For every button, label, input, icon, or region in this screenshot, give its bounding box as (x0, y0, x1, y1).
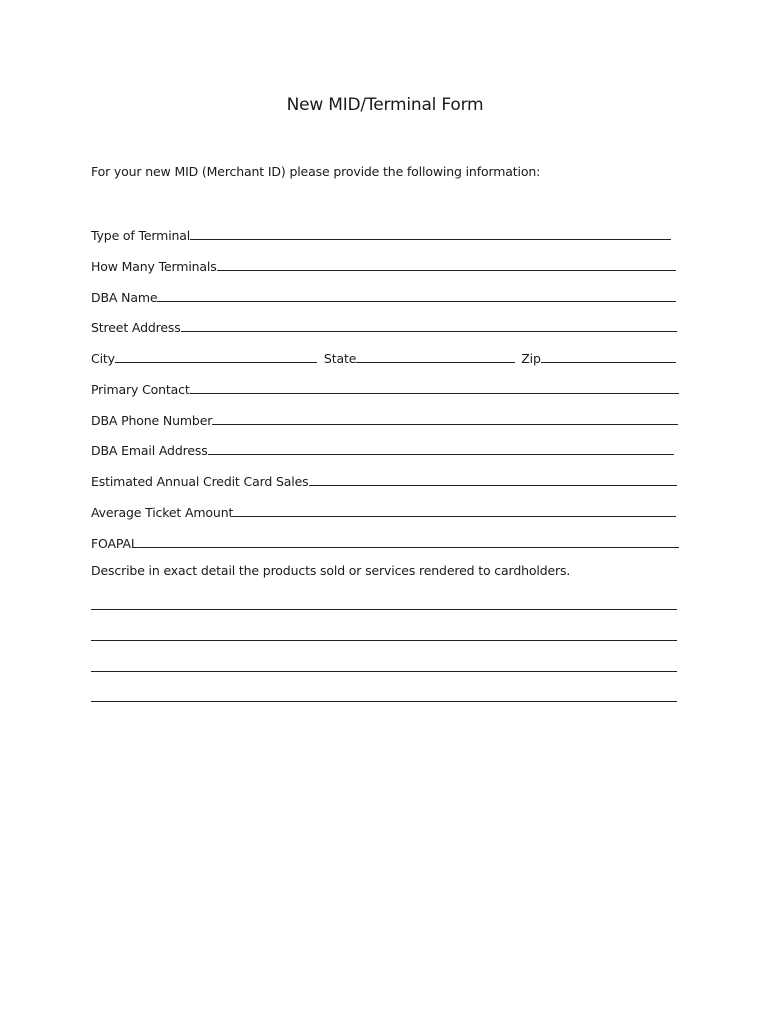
estimated-annual-sales-label: Estimated Annual Credit Card Sales (91, 474, 309, 489)
field-row-dba-email-address (91, 440, 674, 458)
dba-phone-number-field[interactable] (212, 424, 678, 425)
field-row-dba-phone-number (91, 410, 678, 428)
city-field[interactable] (115, 362, 317, 363)
average-ticket-amount-label: Average Ticket Amount (91, 505, 234, 520)
street-address-field[interactable] (181, 331, 677, 332)
dba-email-address-field[interactable] (208, 454, 674, 455)
dba-email-address-label: DBA Email Address (91, 443, 208, 458)
field-row-estimated-annual-sales (91, 471, 677, 489)
how-many-terminals-label: How Many Terminals (91, 259, 217, 274)
foapal-field[interactable] (138, 547, 679, 548)
description-line-1[interactable] (91, 609, 677, 610)
page-title: New MID/Terminal Form (286, 95, 484, 115)
field-row-city-state-zip (91, 348, 676, 366)
how-many-terminals-field[interactable] (217, 270, 676, 271)
foapal-label: FOAPAL (91, 536, 138, 551)
average-ticket-amount-field[interactable] (233, 516, 676, 517)
state-label: State (323, 351, 357, 366)
description-line-3[interactable] (91, 671, 677, 672)
intro-text: For your new MID (Merchant ID) please provide the following information: (91, 164, 541, 179)
field-row-type-of-terminal (91, 225, 671, 243)
dba-phone-number-label: DBA Phone Number (91, 413, 213, 428)
street-address-label: Street Address (91, 320, 181, 335)
dba-name-label: DBA Name (91, 290, 158, 305)
zip-label: Zip (521, 351, 541, 366)
estimated-annual-sales-field[interactable] (309, 485, 677, 486)
field-row-dba-name (91, 287, 676, 305)
description-line-4[interactable] (91, 701, 677, 702)
primary-contact-field[interactable] (190, 393, 679, 394)
field-row-street-address (91, 317, 677, 335)
field-row-average-ticket-amount (91, 502, 676, 520)
description-line-2[interactable] (91, 640, 677, 641)
dba-name-field[interactable] (157, 301, 676, 302)
primary-contact-label: Primary Contact (91, 382, 190, 397)
field-row-primary-contact (91, 379, 679, 397)
city-label: City (91, 351, 115, 366)
type-of-terminal-field[interactable] (190, 239, 671, 240)
describe-prompt: Describe in exact detail the products sold or services rendered to cardholders. (91, 563, 571, 578)
zip-field[interactable] (541, 362, 676, 363)
type-of-terminal-label: Type of Terminal (91, 228, 191, 243)
field-row-foapal (91, 533, 679, 551)
state-field[interactable] (356, 362, 515, 363)
field-row-how-many-terminals (91, 256, 676, 274)
